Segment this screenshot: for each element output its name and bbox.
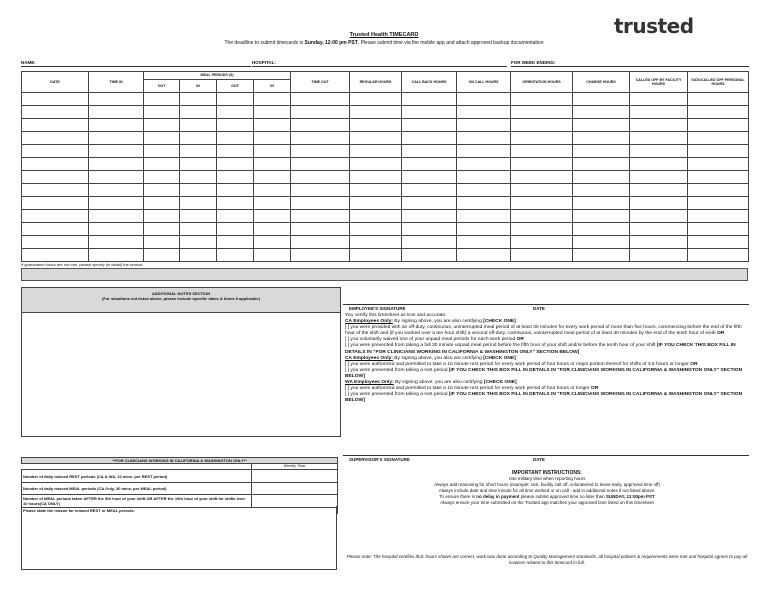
timecard-cell[interactable] [217,119,254,132]
timecard-cell[interactable] [22,171,89,184]
timecard-cell[interactable] [144,119,180,132]
timecard-cell[interactable] [291,171,350,184]
ca-meal-certify: CA Employees Only: By signing above, you are also certifying [CHECK ONE] [345,319,516,325]
timecard-cell[interactable] [402,197,457,210]
timecard-cell[interactable] [144,145,180,158]
timecard-cell[interactable] [402,119,457,132]
timecard-cell[interactable] [402,158,457,171]
timecard-cell[interactable] [89,119,144,132]
col-sick-called-off: SICK/CALLED OFF PERSONAL HOURS [688,72,749,93]
timecard-cell[interactable] [688,171,749,184]
timecard-cell[interactable] [291,119,350,132]
timecard-cell[interactable] [22,223,89,236]
timecard-cell[interactable] [457,106,511,119]
timecard-cell[interactable] [89,236,144,249]
timecard-cell[interactable] [22,119,89,132]
timecard-cell[interactable] [180,236,217,249]
timecard-cell[interactable] [457,93,511,106]
timecard-cell[interactable] [573,184,630,197]
timecard-cell[interactable] [457,184,511,197]
timecard-cell[interactable] [217,132,254,145]
timecard-cell[interactable] [180,132,217,145]
missed-rest-label: Number of daily missed REST periods (CA & WA, 10 mins. per REST period) [22,470,252,483]
timecard-cell[interactable] [254,223,291,236]
timecard-cell[interactable] [89,210,144,223]
timecard-cell[interactable] [22,132,89,145]
timecard-row [22,119,749,132]
timecard-cell[interactable] [511,236,573,249]
timecard-cell[interactable] [457,119,511,132]
supervisor-signature-label: SUPERVISOR'S SIGNATURE [349,457,410,462]
timecard-cell[interactable] [291,184,350,197]
timecard-cell[interactable] [511,158,573,171]
timecard-cell[interactable] [180,171,217,184]
timecard-cell[interactable] [511,145,573,158]
employee-date-label: DATE [533,306,545,311]
week-ending-field[interactable] [511,66,749,67]
timecard-cell[interactable] [457,145,511,158]
timecard-cell[interactable] [511,184,573,197]
timecard-cell[interactable] [573,223,630,236]
timecard-row [22,106,749,119]
timecard-cell[interactable] [457,236,511,249]
important-instructions [345,470,749,506]
timecard-cell[interactable] [89,184,144,197]
timecard-cell[interactable] [89,223,144,236]
timecard-cell[interactable] [688,119,749,132]
timecard-cell[interactable] [89,158,144,171]
timecard-cell[interactable] [180,249,217,262]
timecard-cell[interactable] [511,223,573,236]
timecard-cell[interactable] [254,184,291,197]
missed-rest-total[interactable] [252,470,338,483]
missed-meal-total[interactable] [252,483,338,495]
timecard-cell[interactable] [350,184,402,197]
timecard-cell[interactable] [144,93,180,106]
timecard-cell[interactable] [630,119,688,132]
timecard-cell[interactable] [291,132,350,145]
timecard-cell[interactable] [457,132,511,145]
ca-meal-option-1: [ ] you were provided with an off-duty, continuous, uninterrupted meal period of at least 30 minutes for every work period of more than five hours, commencing before the end of the fifth hour of the shift and (if you worked over a ten hour shift) a second off-duty, continuous, uninterrupted meal period of at least 30 minutes by the end of the tenth hour of work OR [345,325,742,337]
timecard-cell[interactable] [89,145,144,158]
timecard-cell[interactable] [688,236,749,249]
timecard-cell[interactable] [180,145,217,158]
timecard-cell[interactable] [350,119,402,132]
timecard-cell[interactable] [89,197,144,210]
timecard-cell[interactable] [630,158,688,171]
timecard-cell[interactable] [457,210,511,223]
timecard-cell[interactable] [254,106,291,119]
timecard-cell[interactable] [511,106,573,119]
timecard-cell[interactable] [402,132,457,145]
timecard-cell[interactable] [144,184,180,197]
timecard-row [22,249,749,262]
timecard-cell[interactable] [22,236,89,249]
timecard-cell[interactable] [573,197,630,210]
timecard-cell[interactable] [254,236,291,249]
timecard-row [22,158,749,171]
timecard-cell[interactable] [511,93,573,106]
timecard-cell[interactable] [180,119,217,132]
timecard-cell[interactable] [402,184,457,197]
missed-reason-field[interactable] [21,506,337,570]
col-regular-hours: REGULAR HOURS [350,72,402,93]
additional-notes-subtitle: (For situations not listed above, please include specific dates & times if applicable) [102,296,260,301]
timecard-cell[interactable] [630,132,688,145]
guaranteed-hours-reason-field[interactable] [21,268,748,281]
timecard-cell[interactable] [254,145,291,158]
timecard-cell[interactable] [630,249,688,262]
timecard-table [21,71,749,262]
timecard-cell[interactable] [350,132,402,145]
timecard-cell[interactable] [350,197,402,210]
timecard-cell[interactable] [180,184,217,197]
timecard-row [22,236,749,249]
timecard-cell[interactable] [254,132,291,145]
employee-signature-line[interactable] [343,304,749,305]
timecard-cell[interactable] [402,106,457,119]
timecard-cell[interactable] [291,145,350,158]
timecard-cell[interactable] [350,249,402,262]
timecard-cell[interactable] [254,158,291,171]
timecard-cell[interactable] [217,93,254,106]
instruction-5: Always ensure your time submitted on the Trusted app matches your approved time listed on this timesheet [440,500,654,505]
timecard-cell[interactable] [22,106,89,119]
col-call-back-hours: CALL BACK HOURS [402,72,457,93]
col-on-call-hours: ON CALL HOURS [457,72,511,93]
timecard-cell[interactable] [630,184,688,197]
timecard-cell[interactable] [180,106,217,119]
timecard-cell[interactable] [254,249,291,262]
timecard-cell[interactable] [630,223,688,236]
timecard-cell[interactable] [22,158,89,171]
timecard-cell[interactable] [291,236,350,249]
timecard-cell[interactable] [254,210,291,223]
timecard-cell[interactable] [144,249,180,262]
timecard-cell[interactable] [402,145,457,158]
wa-rest-option-1: [ ] you were authorized and permitted to take a 10 minute rest period for every work period of four hours or longer OR [345,386,599,392]
timecard-cell[interactable] [144,158,180,171]
timecard-cell[interactable] [254,197,291,210]
timecard-cell[interactable] [350,210,402,223]
employee-signature-label: EMPLOYEE'S SIGNATURE [349,306,406,311]
ca-rest-option-1: [ ] you were authorized and permitted to take a 10 minute rest period for every work period of four hours or major portion thereof for shifts of 3.5 hours or longer OR [345,361,698,367]
late-meal-label: Number of MEAL periods taken AFTER the 5th hour of your shift OR AFTER the 10th hour of your shift for shifts over 10 hours(CA ONLY) [22,495,252,508]
timecard-cell[interactable] [89,106,144,119]
timecard-cell[interactable] [573,119,630,132]
hospital-field[interactable] [252,66,507,67]
missed-meal-label: Number of daily missed MEAL periods (CA Only, 30 mins. per MEAL period) [22,483,252,495]
timecard-row [22,145,749,158]
timecard-cell[interactable] [688,132,749,145]
name-label: NAME: [21,60,36,65]
timecard-row [22,197,749,210]
timecard-cell[interactable] [291,106,350,119]
hospital-label: HOSPITAL: [252,60,276,65]
timecard-cell[interactable] [22,210,89,223]
timecard-cell[interactable] [630,145,688,158]
col-meal-periods: MEAL PERIODS (S) [144,72,291,80]
timecard-cell[interactable] [688,106,749,119]
timecard-cell[interactable] [573,210,630,223]
timecard-cell[interactable] [144,171,180,184]
timecard-row [22,210,749,223]
ca-rest-option-2: [ ] you were prevented from taking a rest period [IF YOU CHECK THIS BOX FILL IN DETAILS IN "FOR CLINICIANS WORKING IN CALIFORNIA & WASHINGTON ONLY" SECTION BELOW] [345,367,743,379]
additional-notes-title: ADDITIONAL NOTES SECTION [151,291,211,296]
timecard-cell[interactable] [291,197,350,210]
timecard-cell[interactable] [291,223,350,236]
timecard-cell[interactable] [350,171,402,184]
timecard-cell[interactable] [573,145,630,158]
timecard-cell[interactable] [573,158,630,171]
timecard-cell[interactable] [217,197,254,210]
timecard-cell[interactable] [630,236,688,249]
col-meal-in-1: IN [180,80,217,93]
timecard-cell[interactable] [144,106,180,119]
timecard-cell[interactable] [688,93,749,106]
timecard-cell[interactable] [180,210,217,223]
additional-notes-header [21,287,341,313]
instruction-3: Always include date and time in/outs for all time worked or on call - add in additional notes if not listed above. [438,488,656,493]
ca-meal-option-2: [ ] you voluntarily waived one of your unpaid meal periods for each work period OR [345,337,524,343]
timecard-row [22,223,749,236]
timecard-row [22,184,749,197]
missed-reason-label: Please state the reason for missed REST or MEAL periods: [22,508,338,514]
timecard-cell[interactable] [402,93,457,106]
col-orientation-hours: ORIENTATION HOURS [511,72,573,93]
timecard-cell[interactable] [89,171,144,184]
col-time-in: TIME IN [89,72,144,93]
timecard-cell[interactable] [144,210,180,223]
timecard-cell[interactable] [89,249,144,262]
timecard-cell[interactable] [291,249,350,262]
col-meal-out-2: OUT [217,80,254,93]
instruction-2: Always add reasoning for short hours (example: sick, facility call off, volunteered to leave early, approved time off) [434,482,660,487]
weekly-total-label: Weekly Total [252,464,338,470]
timecard-cell[interactable] [254,119,291,132]
timecard-cell[interactable] [511,197,573,210]
wa-certify: WA Employees Only: By signing above, you are also certifying [CHECK ONE] [345,380,517,386]
timecard-cell[interactable] [180,158,217,171]
col-charge-hours: CHARGE HOURS [573,72,630,93]
timecard-cell[interactable] [402,171,457,184]
timecard-cell[interactable] [630,93,688,106]
ca-meal-option-3: [ ] you were prevented from taking a full 30 minute unpaid meal period before the fifth hour of your shift and/or before the tenth hour of your shift [IF YOU CHECK THIS BOX FILL IN DETAILS IN "FOR CLINICIANS WORKING IN CALIFORNIA & WASHINGTON ONLY" SECTION BELOW] [345,343,736,355]
timecard-cell[interactable] [457,158,511,171]
timecard-cell[interactable] [630,197,688,210]
timecard-cell[interactable] [573,249,630,262]
name-field[interactable] [21,66,251,67]
timecard-cell[interactable] [688,158,749,171]
timecard-cell[interactable] [22,197,89,210]
timecard-cell[interactable] [630,106,688,119]
timecard-cell[interactable] [217,184,254,197]
week-ending-label: FOR WEEK ENDING: [511,60,556,65]
timecard-cell[interactable] [291,210,350,223]
timecard-cell[interactable] [573,93,630,106]
timecard-cell[interactable] [217,249,254,262]
col-time-out: TIME OUT [291,72,350,93]
timecard-cell[interactable] [180,223,217,236]
certify-line: You certify this timesheet as true and accurate. [345,313,447,318]
ca-wa-title: **FOR CLINICIANS WORKING IN CALIFORNIA & WASHINGTON ONLY** [22,458,338,464]
timecard-cell[interactable] [217,223,254,236]
timecard-cell[interactable] [217,236,254,249]
col-called-off-facility: CALLED OFF BY FACILITY HOURS [630,72,688,93]
instructions-title: IMPORTANT INSTRUCTIONS: [512,470,582,476]
timecard-cell[interactable] [217,158,254,171]
supervisor-signature-line[interactable] [343,455,749,456]
timecard-cell[interactable] [402,223,457,236]
timecard-cell[interactable] [688,145,749,158]
timecard-cell[interactable] [688,210,749,223]
timecard-cell[interactable] [402,249,457,262]
timecard-row [22,171,749,184]
timecard-cell[interactable] [350,158,402,171]
timecard-cell[interactable] [688,197,749,210]
instruction-4: To ensure there is no delay in payment please submit approved time no later than SUNDAY, 12:00pm PST [439,494,655,499]
timecard-cell[interactable] [350,106,402,119]
timecard-cell[interactable] [350,236,402,249]
supervisor-date-label: DATE [533,457,545,462]
timecard-cell[interactable] [511,249,573,262]
timecard-cell[interactable] [573,132,630,145]
timecard-cell[interactable] [89,132,144,145]
timecard-cell[interactable] [254,171,291,184]
timecard-cell[interactable] [180,197,217,210]
hospital-certification-note: Please note: The hospital certifies that: hours shown are correct, work was done according to Quality Management standards, all hospital policies & requirements were met and hospital agrees to pay all invoices related to this timecard in full. [346,554,748,565]
timecard-cell[interactable] [573,236,630,249]
timecard-cell[interactable] [573,106,630,119]
timecard-cell[interactable] [573,171,630,184]
col-meal-out-1: OUT [144,80,180,93]
timecard-cell[interactable] [688,184,749,197]
timecard-cell[interactable] [457,223,511,236]
timecard-cell[interactable] [291,158,350,171]
timecard-cell[interactable] [144,197,180,210]
trusted-logo: trusted [614,14,694,38]
timecard-cell[interactable] [350,145,402,158]
timecard-cell[interactable] [511,132,573,145]
timecard-cell[interactable] [180,93,217,106]
timecard-cell[interactable] [22,184,89,197]
timecard-cell[interactable] [217,145,254,158]
guaranteed-hours-note: If guaranteed hours are not met, please specify (in detail) the reason: [21,262,144,267]
timecard-cell[interactable] [511,210,573,223]
timecard-cell[interactable] [457,249,511,262]
employee-certification [345,313,749,404]
timecard-cell[interactable] [457,171,511,184]
timecard-cell[interactable] [22,93,89,106]
timecard-cell[interactable] [291,93,350,106]
wa-rest-option-2: [ ] you were prevented from taking a rest period [IF YOU CHECK THIS BOX FILL IN DETAILS IN "FOR CLINICIANS WORKING IN CALIFORNIA & WASHINGTON ONLY" SECTION BELOW] [345,392,743,404]
timecard-cell[interactable] [402,210,457,223]
timecard-cell[interactable] [144,223,180,236]
timecard-cell[interactable] [22,145,89,158]
col-meal-in-2: IN [254,80,291,93]
timecard-cell[interactable] [22,249,89,262]
timecard-cell[interactable] [254,93,291,106]
timecard-cell[interactable] [144,236,180,249]
deadline-note: The deadline to submit timecards is Sunday, 12:00 pm PST. Please submit time via the mobile app and attach approved backup documentation [224,40,544,46]
timecard-row [22,93,749,106]
timecard-cell[interactable] [350,93,402,106]
timecard-cell[interactable] [511,171,573,184]
timecard-cell[interactable] [688,249,749,262]
timecard-cell[interactable] [217,210,254,223]
timecard-cell[interactable] [511,119,573,132]
timecard-cell[interactable] [402,236,457,249]
instruction-1: Use military time when reporting hours [508,476,586,481]
timecard-cell[interactable] [144,132,180,145]
ca-rest-certify: CA Employees Only: By signing above, you also are certifying [CHECK ONE] [345,355,516,361]
page-title: Trusted Health TIMECARD [349,32,419,38]
timecard-cell[interactable] [457,197,511,210]
timecard-cell[interactable] [89,93,144,106]
timecard-cell[interactable] [688,223,749,236]
col-date: DATE [22,72,89,93]
timecard-cell[interactable] [217,171,254,184]
timecard-cell[interactable] [350,223,402,236]
timecard-cell[interactable] [630,210,688,223]
timecard-cell[interactable] [630,171,688,184]
timecard-cell[interactable] [217,106,254,119]
timecard-row [22,132,749,145]
